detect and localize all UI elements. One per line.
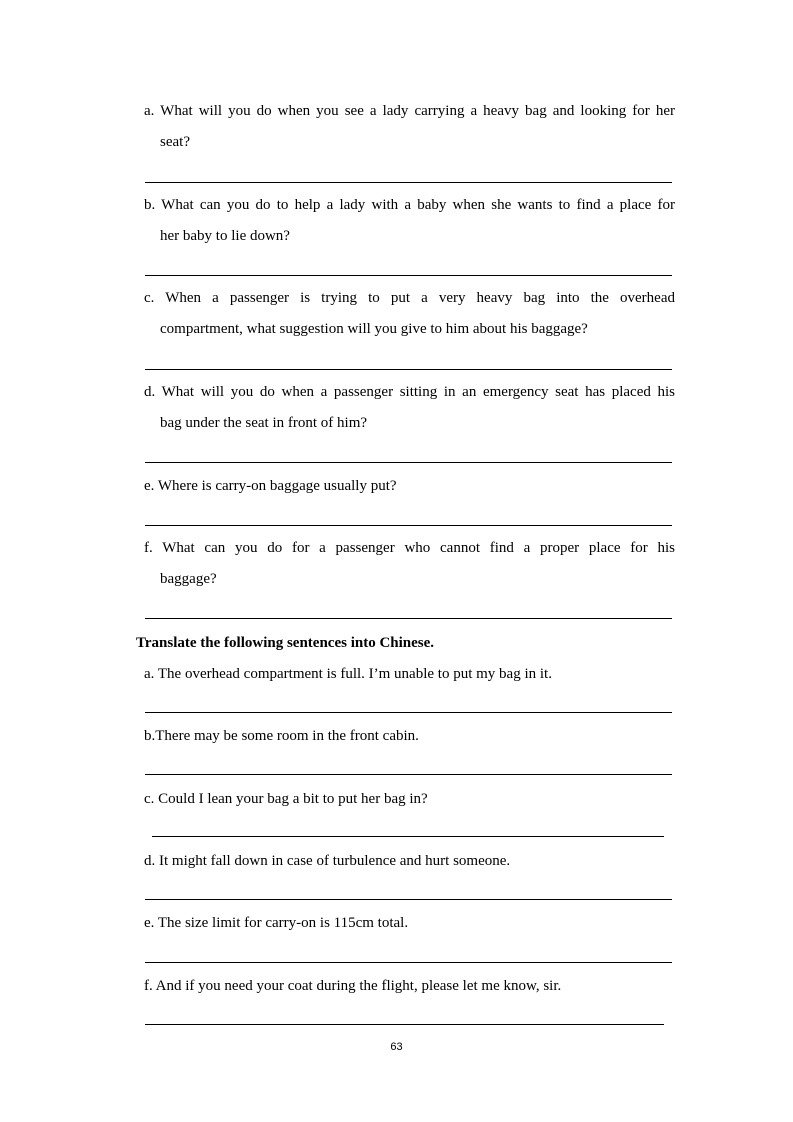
answer-line-f[interactable]	[145, 618, 672, 619]
question-d-line2: bag under the seat in front of him?	[160, 415, 368, 431]
question-a	[144, 96, 675, 158]
question-c-line2: compartment, what suggestion will you give to him about his baggage?	[160, 321, 588, 337]
question-e-line1: e. Where is carry-on baggage usually put?	[144, 478, 397, 494]
translate-answer-line-e[interactable]	[145, 962, 672, 963]
translate-answer-line-a[interactable]	[145, 712, 672, 713]
answer-line-b[interactable]	[145, 275, 672, 276]
section-heading: Translate the following sentences into Chinese.	[136, 635, 435, 651]
question-f-line1: f. What can you do for a passenger who cannot find a proper place for his	[144, 540, 675, 556]
page-number: 63	[390, 1041, 403, 1053]
question-f	[144, 533, 675, 595]
question-e	[144, 471, 675, 502]
question-a-line1: a. What will you do when you see a lady carrying a heavy bag and looking for her	[144, 103, 675, 119]
translate-item-b: b.There may be some room in the front cabin.	[144, 728, 419, 744]
translate-answer-line-d[interactable]	[145, 899, 672, 900]
question-a-line2: seat?	[160, 134, 190, 150]
answer-line-e[interactable]	[145, 525, 672, 526]
answer-line-c[interactable]	[145, 369, 672, 370]
translate-answer-line-c[interactable]	[152, 836, 664, 837]
question-b-line1: b. What can you do to help a lady with a baby when she wants to find a place for	[144, 197, 675, 213]
question-b-line2: her baby to lie down?	[160, 228, 290, 244]
translate-item-c: c. Could I lean your bag a bit to put her bag in?	[144, 791, 428, 807]
translate-answer-line-f[interactable]	[145, 1024, 664, 1025]
translate-item-a: a. The overhead compartment is full. I’m unable to put my bag in it.	[144, 666, 552, 682]
question-d	[144, 377, 675, 439]
translate-item-f: f. And if you need your coat during the flight, please let me know, sir.	[144, 978, 562, 994]
answer-line-a[interactable]	[145, 182, 672, 183]
translate-answer-line-b[interactable]	[145, 774, 672, 775]
question-c	[144, 283, 675, 345]
question-c-line1: c. When a passenger is trying to put a very heavy bag into the overhead	[144, 290, 675, 306]
question-f-line2: baggage?	[160, 571, 217, 587]
question-b	[144, 190, 675, 252]
question-d-line1: d. What will you do when a passenger sitting in an emergency seat has placed his	[144, 384, 675, 400]
translate-item-e: e. The size limit for carry-on is 115cm total.	[144, 915, 409, 931]
translate-item-d: d. It might fall down in case of turbulence and hurt someone.	[144, 853, 511, 869]
answer-line-d[interactable]	[145, 462, 672, 463]
